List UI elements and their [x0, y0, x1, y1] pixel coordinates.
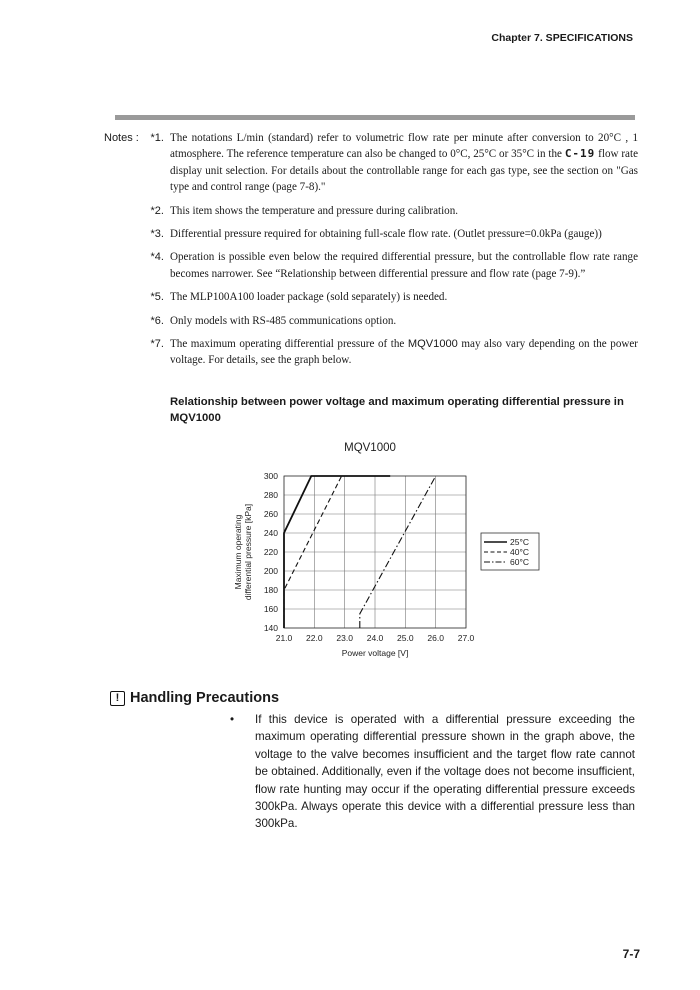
warning-icon: ! — [110, 691, 125, 706]
chart-heading: Relationship between power voltage and maximum operating differential pressure in MQV1000 — [170, 396, 624, 424]
note-marker: *7. — [150, 338, 164, 351]
y-tick-label: 200 — [263, 566, 278, 576]
note-marker: *4. — [150, 251, 164, 264]
precautions-heading — [110, 690, 279, 706]
legend-label: 25°C — [510, 537, 529, 547]
precautions-item — [230, 711, 635, 833]
x-tick-label: 26.0 — [427, 633, 444, 643]
note-text: This item shows the temperature and pressure during calibration. — [170, 204, 459, 217]
note-text: The MLP100A100 loader package (sold separately) is needed. — [170, 291, 448, 304]
chapter-header: Chapter 7. SPECIFICATIONS — [491, 32, 633, 44]
note-marker: *5. — [150, 291, 164, 304]
note-marker: *3. — [150, 228, 164, 241]
x-axis-label: Power voltage [V] — [341, 648, 409, 658]
note-text: Operation is possible even below the required differential pressure, but the controllable flow rate range becomes narrower. See “Relationship between differential pressure and flow rate (page 7-9).” — [170, 251, 638, 280]
y-tick-label: 240 — [263, 528, 278, 538]
notes-label: Notes : — [104, 132, 139, 144]
y-tick-label: 160 — [263, 604, 278, 614]
page-number: 7-7 — [622, 947, 640, 961]
note-marker: *2. — [150, 204, 164, 217]
legend-label: 40°C — [510, 547, 529, 557]
x-tick-label: 22.0 — [306, 633, 323, 643]
note-text: The maximum operating differential pressure of the MQV1000 may also vary depending on the power voltage. For details, see the graph below. — [170, 338, 638, 367]
model-name: MQV1000 — [407, 338, 458, 351]
note-text: Only models with RS-485 communications option. — [170, 314, 397, 327]
precautions-title: Handling Precautions — [130, 690, 280, 706]
display-code: C-19 — [564, 147, 596, 161]
note-text: Differential pressure required for obtaining full-scale flow rate. (Outlet pressure=0.0kPa (gauge)) — [170, 228, 602, 241]
note-marker: *1. — [150, 132, 164, 144]
chart-title: MQV1000 — [344, 442, 396, 454]
x-tick-label: 21.0 — [275, 633, 293, 643]
note-marker: *6. — [150, 314, 164, 327]
note-text: The notations L/min (standard) refer to volumetric flow rate per minute after conversion to 20°C , 1 atmosphere. The reference temperature can also be changed to 0°C, 25°C or 35°C in the C-19 flow rate display unit selection. For details about the controllable range for each gas type, see the section on "Gas type and control range (page 7-8)." — [170, 132, 638, 194]
y-tick-label: 280 — [263, 490, 278, 500]
y-axis-label: Maximum operating — [233, 514, 243, 590]
y-tick-label: 140 — [263, 623, 278, 633]
y-tick-label: 220 — [263, 547, 278, 557]
x-tick-label: 27.0 — [457, 633, 475, 643]
bullet-icon: • — [230, 713, 235, 726]
precautions-text: If this device is operated with a differential pressure exceeding the maximum operating differential pressure shown in the graph above, the voltage to the valve becomes insufficient and the target flow rate cannot be obtained. Additionally, even if the voltage does not become insufficient, flow rate hunting may occur if the operating differential pressure exceeds 300kPa. Always operate this device with a differential pressure less than 300kPa. — [255, 713, 635, 831]
y-tick-label: 260 — [263, 509, 278, 519]
x-tick-label: 24.0 — [366, 633, 384, 643]
legend-label: 60°C — [510, 557, 529, 567]
y-axis-label: differential pressure [kPa] — [243, 503, 253, 601]
y-tick-label: 300 — [263, 471, 278, 481]
y-tick-label: 180 — [263, 585, 278, 595]
x-tick-label: 25.0 — [397, 633, 414, 643]
x-tick-label: 23.0 — [336, 633, 353, 643]
